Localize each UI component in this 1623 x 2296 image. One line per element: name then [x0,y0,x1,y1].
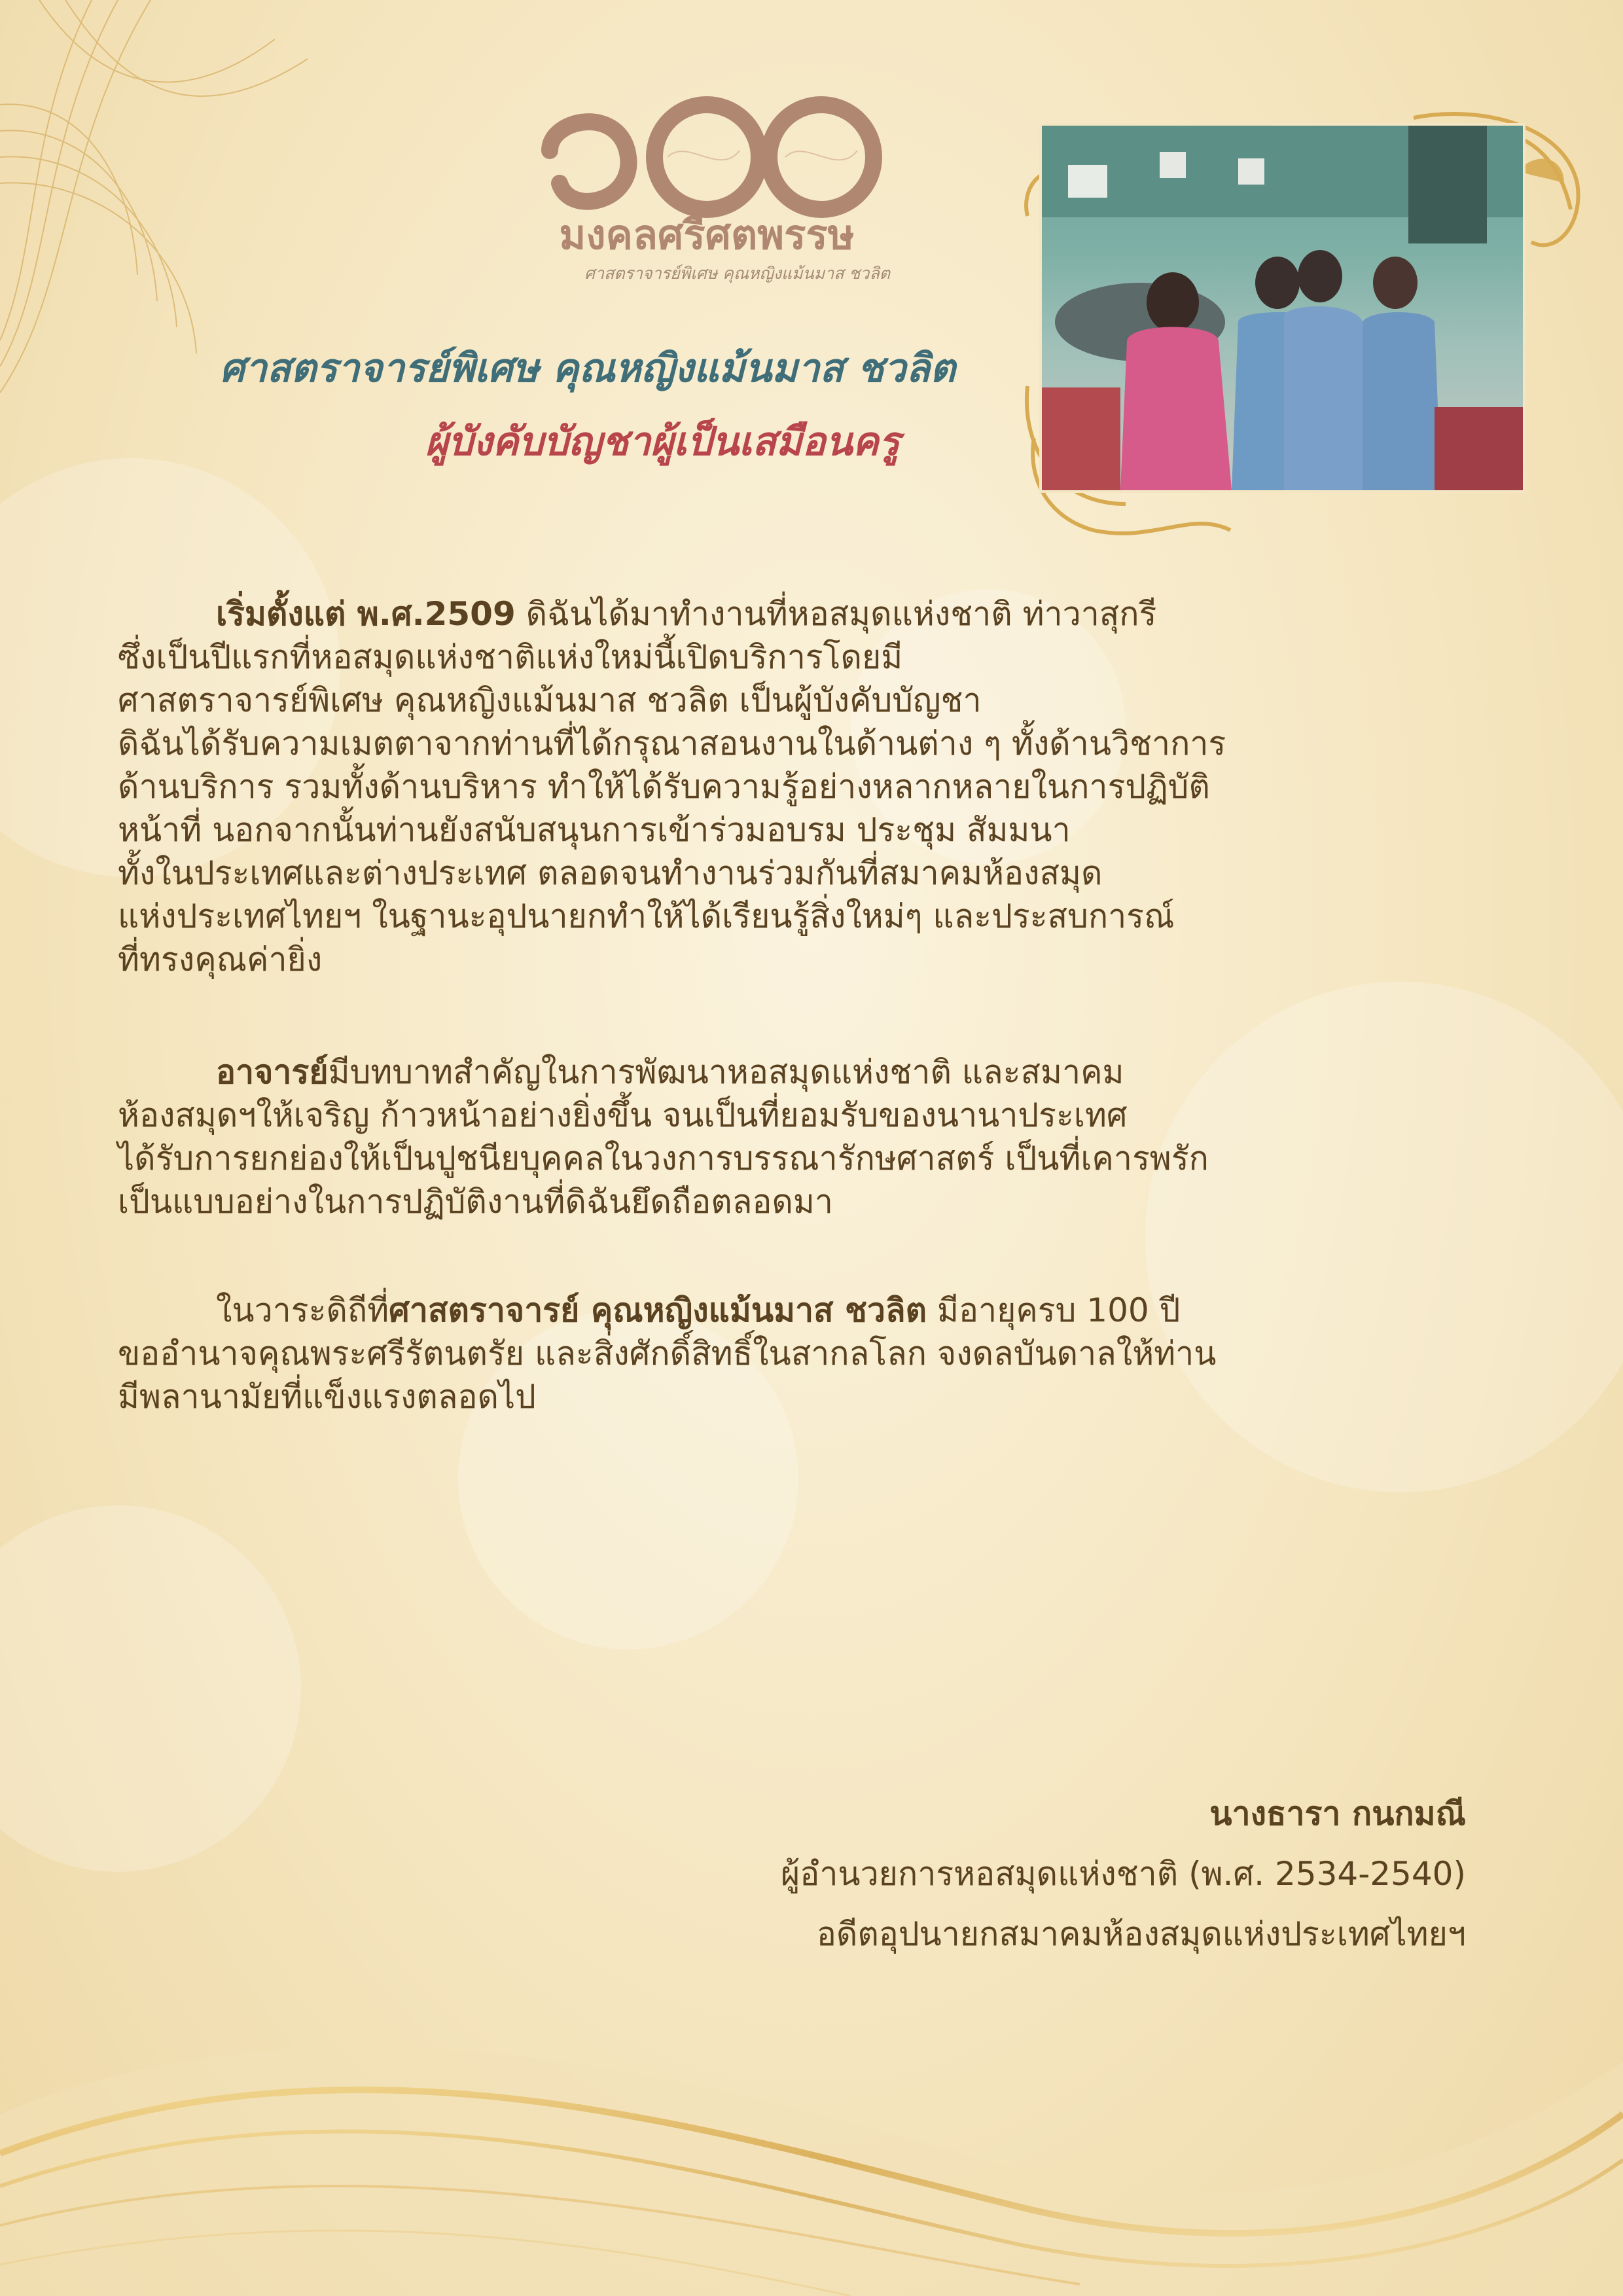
paragraph-line: ทั้งในประเทศและต่างประเทศ ตลอดจนทำงานร่วมกันที่สมาคมห้องสมุด [118,854,1103,892]
page-title: ศาสตราจารย์พิเศษ คุณหญิงแม้นมาส ชวลิต [219,346,955,391]
paragraph-text: มีบทบาทสำคัญในการพัฒนาหอสมุดแห่งชาติ และสมาคม [328,1053,1124,1091]
paragraph-text: มีอายุครบ 100 ปี [927,1291,1181,1329]
logo-name: มงคลศรีศตพรรษ [559,211,855,259]
paragraph-line: แห่งประเทศไทยฯ ในฐานะอุปนายกทำให้ได้เรียนรู้สิ่งใหม่ๆ และประสบการณ์ [118,897,1175,935]
paragraph-lead: เริ่มตั้งแต่ พ.ศ.2509 [216,595,516,633]
signature-block [781,1784,1466,1964]
signer-title: อดีตอุปนายกสมาคมห้องสมุดแห่งประเทศไทยฯ [816,1915,1466,1953]
archive-photo [1039,123,1525,493]
paragraph-line: ศาสตราจารย์พิเศษ คุณหญิงแม้นมาส ชวลิต เป็นผู้บังคับบัญชา [118,681,982,719]
paragraph-line: ดิฉันได้รับความเมตตาจากท่านที่ได้กรุณาสอนงานในด้านต่าง ๆ ทั้งด้านวิชาการ [118,725,1226,762]
paragraph-line: หน้าที่ นอกจากนั้นท่านยังสนับสนุนการเข้าร่วมอบรม ประชุม สัมมนา [118,811,1071,849]
paragraph-1 [118,592,1518,981]
paragraph-2 [118,1050,1518,1223]
paragraph-3 [118,1289,1518,1418]
paragraph-line: เป็นแบบอย่างในการปฏิบัติงานที่ดิฉันยึดถือตลอดมา [118,1183,833,1221]
paragraph-line: ด้านบริการ รวมทั้งด้านบริหาร ทำให้ได้รับความรู้อย่างหลากหลายในการปฏิบัติ [118,768,1210,806]
letter-body [118,592,1518,1418]
paragraph-bold-name: ศาสตราจารย์ คุณหญิงแม้นมาส ชวลิต [389,1291,927,1329]
paragraph-line: ขออำนาจคุณพระศรีรัตนตรัย และสิ่งศักดิ์สิทธิ์ในสากลโลก จงดลบันดาลให้ท่าน [118,1335,1217,1372]
page-subtitle: ผู้บังคับบัญชาผู้เป็นเสมือนครู [425,419,900,465]
paragraph-line [118,592,1518,636]
paragraph-line [118,1289,1518,1332]
paragraph-lead: อาจารย์ [216,1053,329,1091]
paragraph-line: ที่ทรงคุณค่ายิ่ง [118,941,323,978]
paragraph-text: ในวาระดิถีที่ [216,1291,389,1329]
logo-subtitle: ศาสตราจารย์พิเศษ คุณหญิงแม้นมาส ชวลิต [584,264,890,283]
signer-name: นางธารา กนกมณี [1209,1795,1466,1833]
signer-title: ผู้อำนวยการหอสมุดแห่งชาติ (พ.ศ. 2534-2540) [781,1855,1466,1893]
paragraph-line [118,1050,1518,1094]
paragraph-text: ดิฉันได้มาทำงานที่หอสมุดแห่งชาติ ท่าวาสุกรี [515,595,1157,633]
paragraph-line: ซึ่งเป็นปีแรกที่หอสมุดแห่งชาติแห่งใหม่นี้เปิดบริการโดยมี [118,638,903,676]
paragraph-line: ห้องสมุดฯให้เจริญ ก้าวหน้าอย่างยิ่งขึ้น จนเป็นที่ยอมรับของนานาประเทศ [118,1096,1128,1134]
paragraph-line: มีพลานามัยที่แข็งแรงตลอดไป [118,1378,536,1416]
paragraph-line: ได้รับการยกย่องให้เป็นปูชนียบุคคลในวงการบรรณารักษศาสตร์ เป็นที่เคารพรัก [118,1139,1209,1177]
